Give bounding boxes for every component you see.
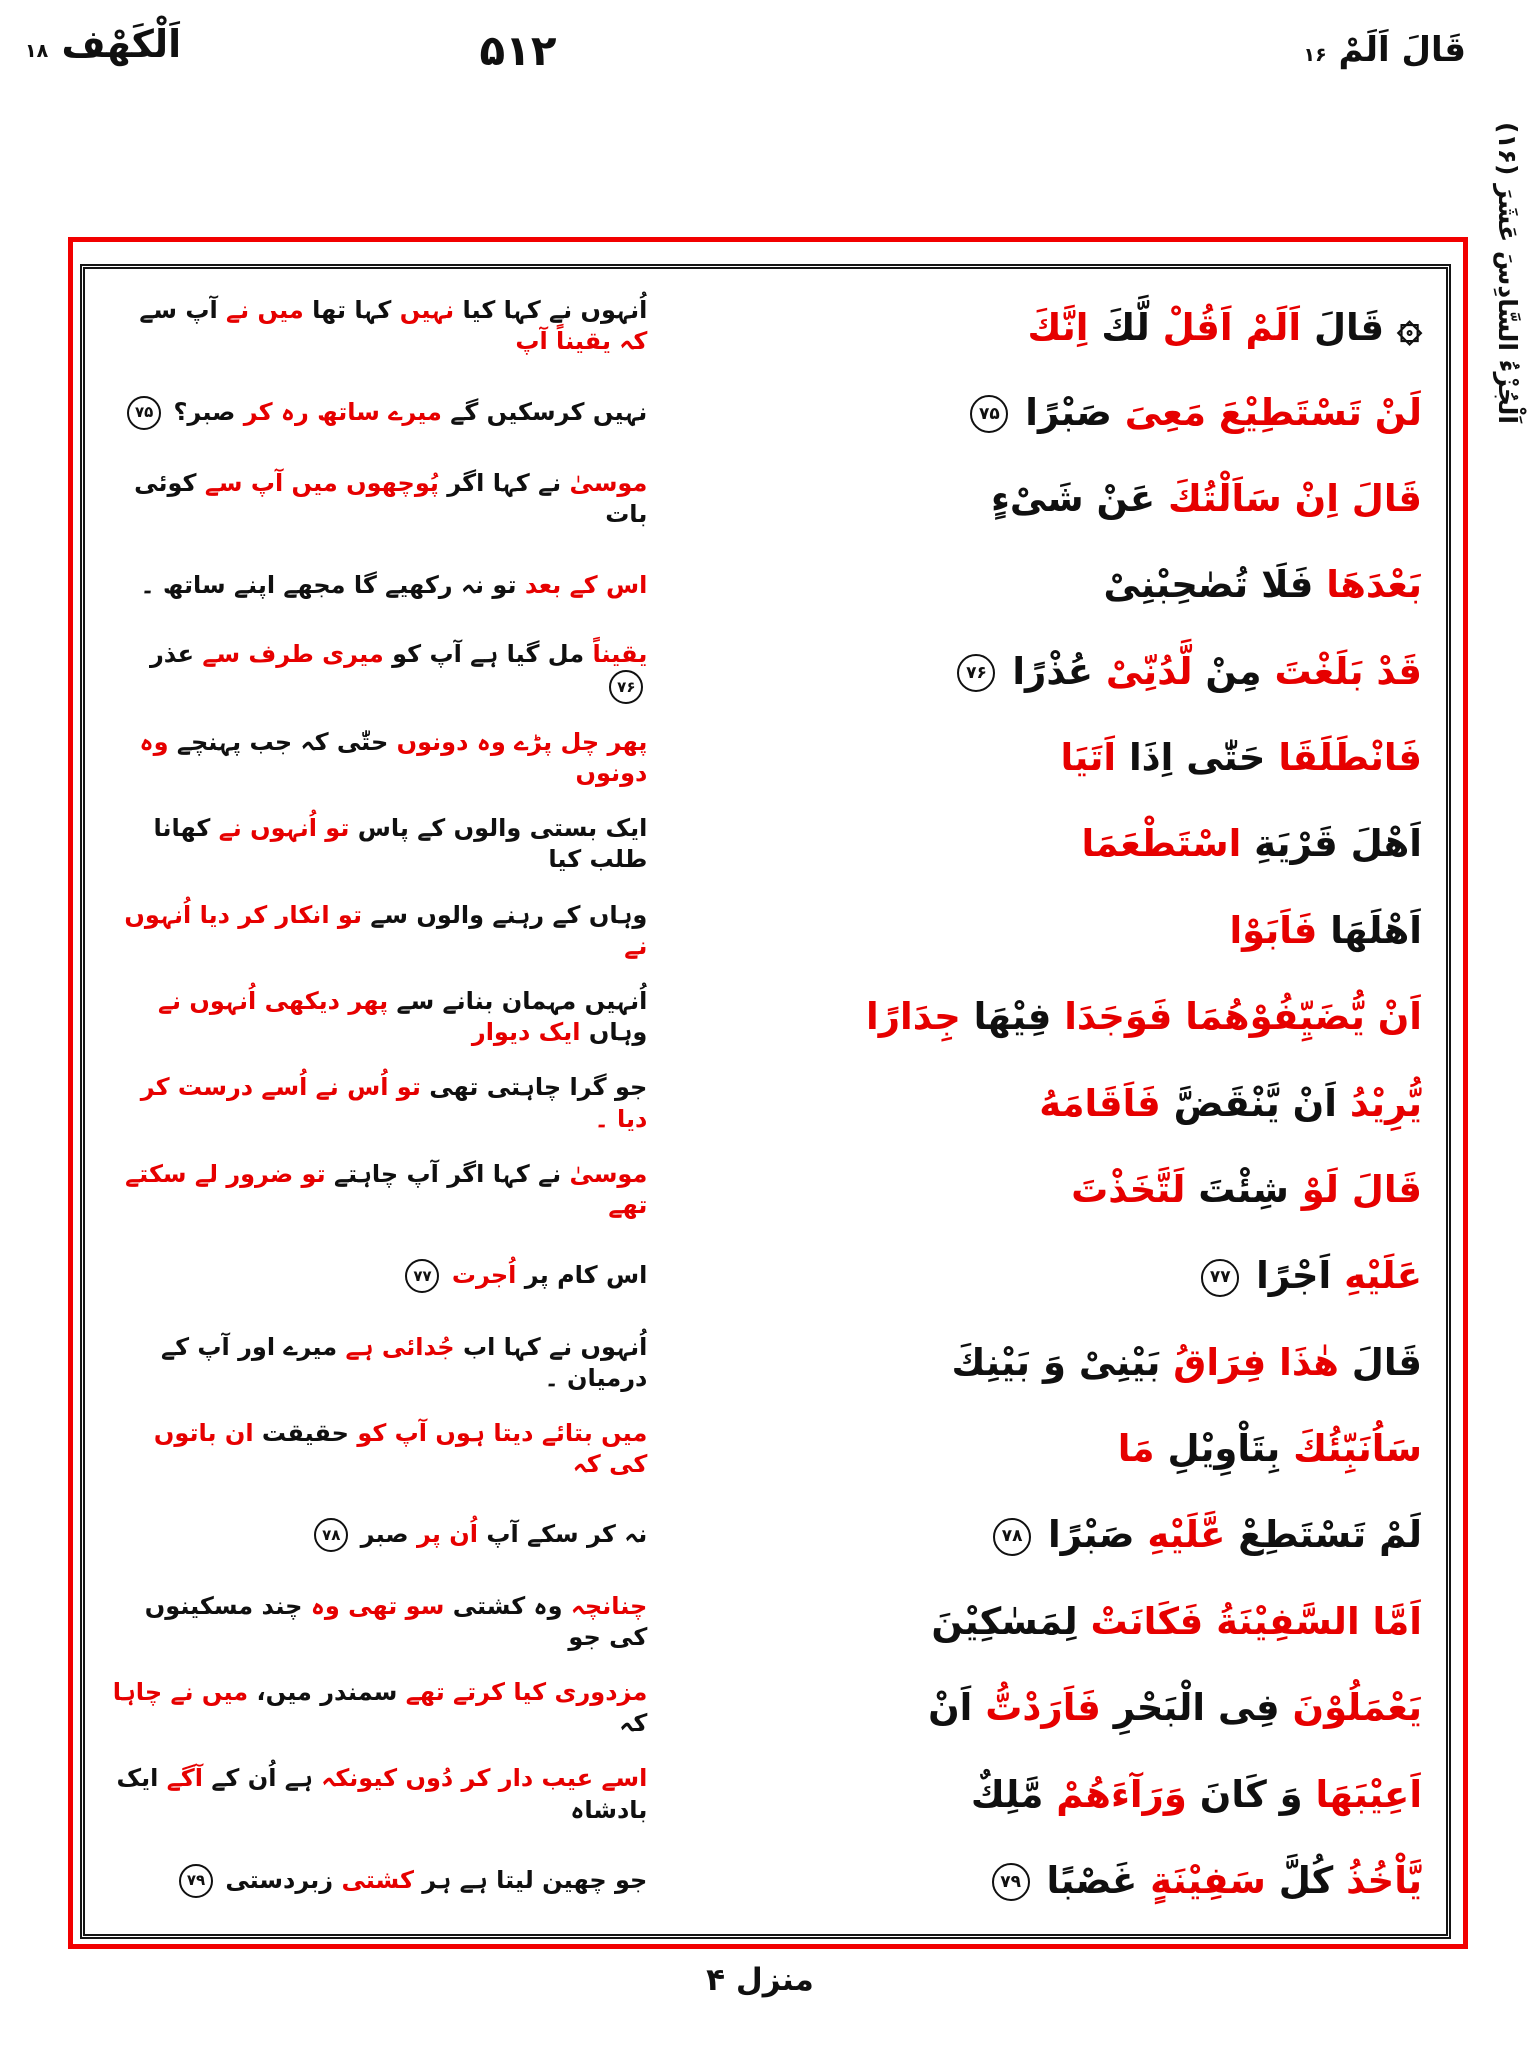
text-segment: لِمَسٰكِیْنَ <box>931 1599 1078 1643</box>
text-segment: جو چھین لیتا ہے ہر <box>422 1865 648 1894</box>
text-segment: اَنْ <box>928 1686 973 1730</box>
text-segment: وہاں کے رہنے والوں سے <box>370 900 648 929</box>
arabic-text <box>687 1598 1422 1646</box>
text-segment-red: میرے ساتھ رہ کر <box>243 397 442 426</box>
text-segment: وہاں <box>588 1018 648 1047</box>
text-segment-red: فَاَبَوْا <box>1229 908 1318 952</box>
verse-number-badge: ۷۷ <box>405 1259 439 1293</box>
text-segment: جو گرا چاہتی تھی <box>429 1073 648 1102</box>
text-segment: ہے اُن کے <box>211 1764 313 1793</box>
text-segment-red: پُوچھوں میں آپ سے <box>204 468 439 497</box>
arabic-text <box>687 907 1422 955</box>
arabic-text <box>687 1425 1422 1473</box>
text-segment-red: اسْتَطْعَمَا <box>1081 822 1242 866</box>
text-segment: مِنْ <box>1205 649 1262 693</box>
text-segment-red: پھر دیکھی اُنہوں نے <box>157 987 389 1015</box>
text-segment: كُلَّ <box>1278 1858 1334 1902</box>
text-segment-red: قَالَ لَوْ <box>1301 1167 1422 1211</box>
text-segment: نے کہا اگر آپ چاہتے <box>333 1159 562 1188</box>
text-segment: کوئی بات <box>134 468 648 528</box>
verse-number-badge: ۷۸ <box>314 1518 348 1552</box>
text-segment: صبر <box>360 1520 409 1549</box>
text-segment: میرے اور آپ کے درمیان ۔ <box>161 1332 648 1392</box>
text-segment: فِی الْبَحْرِ <box>1113 1686 1280 1730</box>
text-segment-red: فَاَرَدْتُّ <box>985 1686 1101 1730</box>
urdu-translation <box>109 1763 647 1825</box>
text-segment: نے کہا اگر <box>447 468 562 497</box>
verse-number-badge: ۷۶ <box>957 654 995 692</box>
text-segment: حَتّٰی اِذَا <box>1128 736 1266 780</box>
juz-margin-note: اَلْجُزْءُ السَّادِسَ عَشَرَ (۱۶) <box>1493 122 1522 424</box>
text-segment-red: اُن پر <box>416 1520 478 1549</box>
text-segment: شِئْتَ <box>1198 1167 1289 1211</box>
arabic-text <box>687 389 1422 437</box>
urdu-translation <box>109 1332 647 1394</box>
urdu-translation <box>109 986 647 1048</box>
text-segment: آپ سے <box>139 296 218 324</box>
text-segment: اُنہوں نے کہا کیا <box>462 296 648 324</box>
text-segment: عَنْ شَیْءٍ <box>990 476 1156 520</box>
text-segment-red: ایک دیوار <box>471 1018 581 1047</box>
text-segment-red: میری طرف سے <box>202 640 384 669</box>
text-segment-red: آگے <box>166 1764 203 1793</box>
text-segment-red: تو انکار کر دیا اُنہوں نے <box>124 900 648 960</box>
arabic-text <box>687 561 1422 609</box>
urdu-translation <box>109 1591 647 1653</box>
text-segment: نہ کر سکے آپ <box>486 1520 648 1549</box>
surah-name-header <box>25 22 181 66</box>
urdu-translation <box>109 1864 647 1898</box>
arabic-text <box>687 475 1422 523</box>
text-segment: غَصْبًا <box>1046 1858 1138 1902</box>
text-segment-red: قَالَ اِنْ سَاَلْتُكَ <box>1168 476 1422 520</box>
arabic-text <box>687 1339 1422 1387</box>
text-segment-red: نہیں <box>399 296 455 324</box>
ayah-row <box>109 1320 1422 1406</box>
urdu-translation <box>109 639 647 704</box>
text-segment: نہیں کرسکیں گے <box>450 397 648 426</box>
ayah-row <box>109 542 1422 628</box>
text-segment: مل گیا ہے آپ کو <box>392 640 585 669</box>
page-frame-outer <box>68 237 1468 1949</box>
urdu-translation <box>109 1677 647 1739</box>
text-segment-red: یَّاْخُذُ <box>1346 1858 1422 1902</box>
text-segment: بِتَاْوِیْلِ <box>1167 1427 1281 1471</box>
text-segment: کہ <box>619 1709 648 1738</box>
verse-number-badge: ۷۵ <box>970 395 1008 433</box>
text-segment-red: فَاَقَامَهُ <box>1039 1081 1161 1125</box>
text-segment: زبردستی <box>225 1865 334 1894</box>
urdu-translation <box>109 295 647 357</box>
ayah-row <box>109 369 1422 455</box>
ayah-row <box>109 974 1422 1060</box>
arabic-text <box>687 1857 1422 1905</box>
verse-number-badge: ۷۵ <box>127 396 161 430</box>
text-segment: وَ كَانَ <box>1199 1772 1303 1816</box>
arabic-text <box>687 648 1422 696</box>
text-segment-red: قَدْ بَلَغْتَ <box>1274 649 1422 693</box>
text-segment-red: هٰذَا فِرَاقُ <box>1173 1340 1339 1384</box>
text-segment-red: چنانچہ <box>570 1591 648 1620</box>
text-segment-red: یقیناً <box>592 640 648 669</box>
surah-name: اَلْكَهْف <box>61 22 182 66</box>
juz-name: قَالَ اَلَمْ <box>1338 30 1466 70</box>
arabic-text <box>687 993 1422 1041</box>
text-segment-red: اَعِیْبَهَا <box>1315 1772 1422 1816</box>
text-segment-red: ان باتوں کی کہ <box>153 1418 648 1479</box>
text-segment-red: تو اُس نے اُسے درست کر دیا ۔ <box>140 1073 648 1133</box>
text-segment: ایک بستی والوں کے پاس <box>357 814 648 843</box>
rub-el-hizb-ornament: ۞ <box>1397 301 1422 351</box>
ayah-row <box>109 1147 1422 1233</box>
urdu-translation <box>109 1518 647 1552</box>
text-segment-red: مزدوری کیا کرتے تھے <box>405 1678 648 1706</box>
text-segment: حتّٰی کہ جب پہنچے <box>176 727 389 756</box>
text-segment: اَهْلَهَا <box>1330 908 1422 952</box>
text-segment: کہا تھا <box>312 296 392 324</box>
text-segment-red: عَلَیْهِ <box>1344 1254 1422 1298</box>
urdu-translation <box>109 813 647 875</box>
text-segment-red: کشتی <box>341 1865 414 1894</box>
text-segment: تو نہ رکھیے گا مجھے اپنے ساتھ ۔ <box>140 570 517 599</box>
urdu-translation <box>109 396 647 430</box>
verse-number-badge: ۷۸ <box>993 1518 1031 1556</box>
arabic-text <box>687 1080 1422 1128</box>
arabic-text <box>687 734 1422 782</box>
text-segment-red: وہ دونوں <box>139 727 648 788</box>
text-segment-red: موسیٰ <box>569 1159 648 1188</box>
text-segment-red: اَمَّا السَّفِیْنَةُ فَكَانَتْ <box>1090 1599 1422 1643</box>
arabic-text <box>687 1684 1422 1732</box>
text-segment: صَبْرًا <box>1047 1513 1135 1557</box>
urdu-translation <box>109 900 647 962</box>
text-segment-red: سَفِیْنَةٍ <box>1150 1858 1266 1902</box>
ayah-row <box>109 801 1422 887</box>
arabic-text <box>687 1166 1422 1214</box>
page-content <box>85 269 1446 1934</box>
text-segment: چند مسکینوں کی جو <box>144 1591 648 1651</box>
text-segment: صَبْرًا <box>1025 390 1112 434</box>
text-segment: اُنہوں نے کہا اب <box>462 1332 648 1361</box>
text-segment-red: لَّدُنِّیْ <box>1105 649 1193 693</box>
text-segment-red: جِدَارًا <box>866 995 961 1039</box>
text-segment: عذر <box>149 640 195 669</box>
text-segment: اس کام پر <box>524 1261 648 1290</box>
ayah-row <box>109 715 1422 801</box>
text-segment: وہ کشتی <box>452 1591 563 1620</box>
urdu-translation <box>109 570 647 601</box>
urdu-translation <box>109 1418 647 1480</box>
ayah-row <box>109 888 1422 974</box>
text-segment-red: وَرَآءَهُمْ <box>1056 1772 1187 1816</box>
text-segment-red: موسیٰ <box>569 468 648 497</box>
text-segment-red: تو ضرور لے سکتے تھے <box>125 1159 648 1219</box>
text-segment-red: اس کے بعد <box>524 570 648 599</box>
text-segment: اُنہیں مہمان بنانے سے <box>396 987 648 1015</box>
text-segment-red: اِنَّكَ <box>1027 305 1089 349</box>
text-segment-red: سو تھی وہ <box>310 1591 445 1620</box>
urdu-translation <box>109 1259 647 1293</box>
verse-number-badge: ۷۷ <box>1201 1259 1239 1297</box>
urdu-translation <box>109 727 647 789</box>
text-segment-red: میں نے چاہا <box>112 1678 249 1706</box>
text-segment-red: کہ یقیناً آپ <box>515 327 648 356</box>
text-segment-red: جُدائی ہے <box>345 1332 455 1361</box>
juz-name-header <box>1304 30 1467 70</box>
arabic-text <box>687 820 1422 868</box>
text-segment: قَالَ <box>1351 1340 1422 1384</box>
urdu-translation <box>109 468 647 530</box>
ayah-row <box>109 1579 1422 1665</box>
text-segment: مَّلِكٌ <box>970 1772 1044 1816</box>
text-segment-red: اَتَیَا <box>1060 736 1117 780</box>
verse-number-badge: ۷۶ <box>609 670 643 704</box>
text-segment: اَجْرًا <box>1256 1254 1332 1298</box>
page-number: ۵۱۲ <box>479 26 557 75</box>
verse-number-badge: ۷۹ <box>179 1864 213 1898</box>
text-segment: فَلَا تُصٰحِبْنِیْ <box>1103 563 1314 607</box>
text-segment: لَمْ تَسْتَطِعْ <box>1238 1513 1422 1557</box>
urdu-translation <box>109 1159 647 1221</box>
surah-number: ۱۸ <box>25 40 49 62</box>
ayah-row <box>109 1751 1422 1837</box>
text-segment-red: اَنْ یُّضَیِّفُوْهُمَا فَوَجَدَا <box>1064 995 1422 1039</box>
text-segment-red: لَنْ تَسْتَطِیْعَ مَعِیَ <box>1124 390 1422 434</box>
text-segment-red: عَّلَیْهِ <box>1147 1513 1226 1557</box>
text-segment-red: اسے عیب دار کر دُوں کیونکہ <box>321 1764 648 1793</box>
text-segment: فِیْهَا <box>973 995 1052 1039</box>
ayah-row <box>109 1492 1422 1578</box>
ayah-row <box>109 1665 1422 1751</box>
arabic-text <box>687 1771 1422 1819</box>
text-segment: سمندر میں، <box>256 1678 398 1706</box>
arabic-text <box>687 299 1422 354</box>
text-segment-red: فَانْطَلَقَا <box>1278 736 1422 780</box>
arabic-text <box>687 1511 1422 1559</box>
text-segment: لَّكَ <box>1101 305 1150 349</box>
text-segment: بَیْنِیْ وَ بَیْنِكَ <box>951 1340 1161 1384</box>
text-segment: اَهْلَ قَرْیَةِ <box>1254 822 1422 866</box>
text-segment-red: مَا <box>1117 1427 1155 1471</box>
juz-number: ۱۶ <box>1303 44 1327 66</box>
text-segment: قَالَ <box>1313 305 1385 349</box>
ayah-row <box>109 1060 1422 1146</box>
verse-number-badge: ۷۹ <box>992 1863 1030 1901</box>
arabic-text <box>687 1252 1422 1300</box>
text-segment-red: یُّرِیْدُ <box>1349 1081 1422 1125</box>
text-segment-red: اَلَمْ اَقُلْ <box>1162 305 1302 349</box>
text-segment: صبر؟ <box>173 397 236 426</box>
text-segment-red: میں نے <box>226 296 304 324</box>
text-segment-red: میں بتائے دیتا ہوں آپ کو <box>357 1418 648 1447</box>
ayah-row <box>109 1838 1422 1924</box>
text-segment-red: سَاُنَبِّئُكَ <box>1293 1427 1422 1471</box>
ayah-row <box>109 1233 1422 1319</box>
text-segment-red: یَعْمَلُوْنَ <box>1292 1686 1422 1730</box>
text-segment-red: پھر چل پڑے وہ دونوں <box>396 727 648 756</box>
text-segment: حقیقت <box>261 1418 349 1447</box>
ayah-row <box>109 1406 1422 1492</box>
text-segment-red: اُجرت <box>451 1261 517 1290</box>
text-segment: ایک بادشاہ <box>116 1764 648 1824</box>
text-segment-red: تو اُنہوں نے <box>218 814 350 843</box>
ayah-row <box>109 456 1422 542</box>
ayah-row <box>109 629 1422 715</box>
text-segment: اَنْ یَّنْقَضَّ <box>1173 1081 1337 1125</box>
text-segment: کھانا طلب کیا <box>153 814 648 874</box>
urdu-translation <box>109 1072 647 1134</box>
page-frame-inner <box>80 264 1451 1939</box>
text-segment-red: لَتَّخَذْتَ <box>1071 1167 1186 1211</box>
text-segment: عُذْرًا <box>1012 649 1093 693</box>
ayah-row <box>109 283 1422 369</box>
text-segment-red: بَعْدَهَا <box>1326 563 1422 607</box>
manzil-footer: منزل ۴ <box>706 1962 814 1998</box>
